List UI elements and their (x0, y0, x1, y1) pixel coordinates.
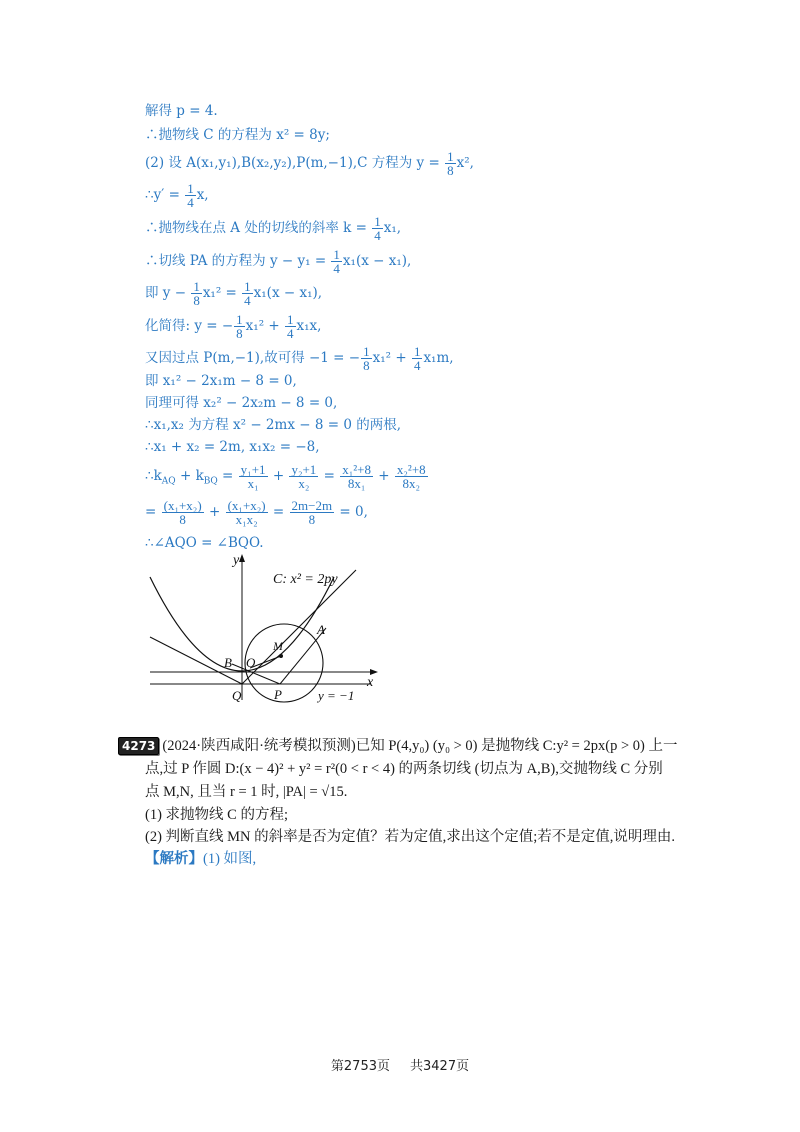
x-axis-label: x (367, 675, 374, 690)
solution-line-7: 即 y − $\frac{1}{8}$ x₁² = $\frac{1}{4}$ x₁(x − x₁), (145, 279, 323, 308)
page-number: 第2753页 (330, 1059, 390, 1074)
curve-label: C: x² = 2py (273, 572, 338, 587)
solution-line-9: 又因过点 P(m,−1),故可得 −1 = − $\frac{1}{8}$ x₁² + $\frac{1}{4}$ x₁m, (145, 344, 454, 373)
solution-line-2: ∴抛物线 C 的方程为 x² = 8y; (145, 127, 330, 143)
solution-line-8: 化简得: y = − $\frac{1}{8}$ x₁² + $\frac{1}{4}$ x₁x, (145, 312, 322, 341)
label-q: Q (232, 688, 242, 703)
solution-line-16: ∴∠AQO = ∠BQO. (145, 535, 264, 551)
y-axis-arrow (239, 554, 245, 562)
problem-question-1: (1) 求抛物线 C 的方程; (145, 807, 288, 823)
page-total: 共3427页 (410, 1059, 470, 1074)
solution-line-3: (2) 设 A(x₁,y₁),B(x₂,y₂),P(m,−1),C 方程为 y = $\frac{1}{8}$ x², (145, 149, 474, 178)
solution-line-15: = $\frac{\text{(x₁+x₂)}}{8}$ + $\frac{\text{(x₁+x₂)}}{\text{x₁x₂}}$ = $\frac{2m-2m}{8}$ = 0, (145, 498, 368, 527)
label-o: O (246, 655, 256, 670)
problem-line-1: 4273 (2024·陕西咸阳·统考模拟预测)已知 P(4,y₀) (y₀ > 0) 是抛物线 C:y² = 2px(p > 0) 上一 (118, 734, 677, 755)
circle (245, 624, 323, 702)
solution-line-5: ∴抛物线在点 A 处的切线的斜率 k = $\frac{1}{4}$ x₁, (145, 214, 402, 243)
problem-line-2: 点,过 P 作圆 D:(x − 4)² + y² = r²(0 < r < 4) 的两条切线 (切点为 A,B),交抛物线 C 分别 (145, 761, 663, 777)
analysis-label: 【解析】 (145, 851, 203, 867)
solution-line-4: ∴y′ = $\frac{1}{4}$ x, (145, 181, 209, 210)
parabola-figure (146, 550, 386, 710)
label-m: M (273, 639, 283, 653)
page-footer (0, 1055, 800, 1074)
segment-bp (232, 664, 280, 684)
solution-line-10: 即 x₁² − 2x₁m − 8 = 0, (145, 373, 297, 389)
label-a: A (317, 622, 325, 637)
tangent-qa (242, 570, 356, 684)
solution-line-14: $\therefore k_{AQ} + k_{BQ}$ = $\frac{\text{y₁+1}}{\text{x₁}}$ + $\frac{\text{y₂+1}}{\text{x₂}}$ = $\frac{\text{x₁²+8}}{\text{8x₁}}$ + $\frac{\text{x₂²+8}}{\text{8x₂}}$ (145, 462, 426, 491)
problem-number-badge: 4273 (118, 737, 159, 755)
solution-line-11: 同理可得 x₂² − 2x₂m − 8 = 0, (145, 395, 338, 411)
label-b: B (224, 655, 232, 670)
problem-question-2: (2) 判断直线 MN 的斜率是否为定值？若为定值,求出这个定值;若不是定值,说明理由. (145, 829, 676, 845)
analysis-line (145, 847, 256, 868)
solution-line-6: ∴切线 PA 的方程为 y − y₁ = $\frac{1}{4}$ x₁(x − x₁), (145, 247, 412, 276)
solution-line-12: ∴x₁,x₂ 为方程 x² − 2mx − 8 = 0 的两根, (145, 417, 401, 433)
solution-line-13: ∴x₁ + x₂ = 2m, x₁x₂ = −8, (145, 439, 320, 455)
y-axis-label: y (233, 553, 240, 568)
label-p: P (274, 687, 282, 702)
point-m (279, 654, 283, 658)
analysis-text: (1) 如图, (203, 851, 257, 867)
line-label: y = −1 (318, 688, 355, 703)
problem-line-3: 点 M,N, 且当 r = 1 时, |PA| = √15. (145, 784, 348, 800)
solution-line-1: 解得 p = 4. (145, 103, 218, 119)
